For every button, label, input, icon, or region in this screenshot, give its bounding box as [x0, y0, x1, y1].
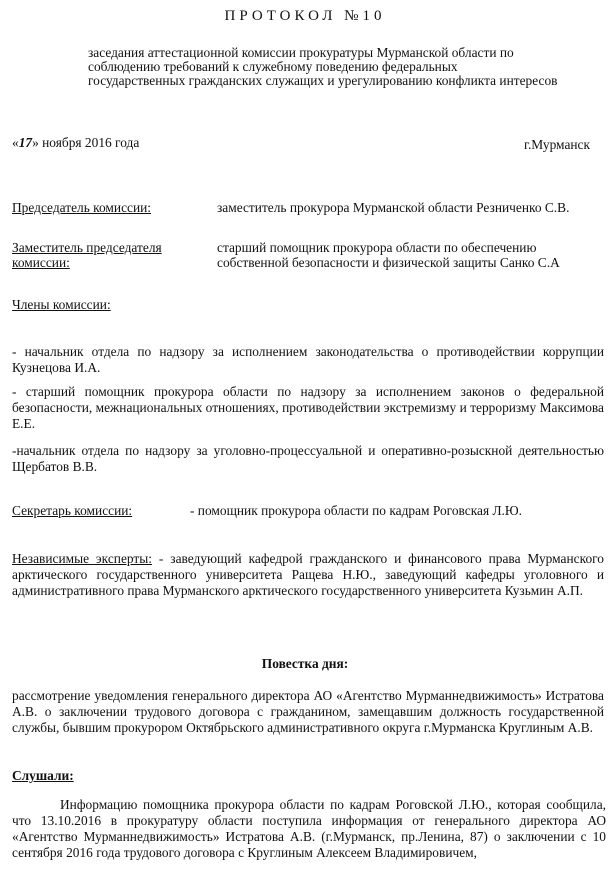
- members-label: Члены комиссии:: [12, 297, 111, 312]
- member-item: - старший помощник прокурора области по надзору за исполнением законов о федеральной безопасности, межнациональных отношениях, противодействии экстремизму и терроризму Максимова Е.Е.: [12, 384, 604, 431]
- agenda-text: рассмотрение уведомления генерального директора АО «Агентство Мурманнедвижимость» Истратова А.В. о заключении трудового договора с гражданином, замещавшим должность государственной службы, бывшим прокурором Октябрьского административного округа г.Мурманска Круглиным А.В.: [12, 688, 604, 735]
- document-subtitle: заседания аттестационной комиссии прокуратуры Мурманской области по соблюдению требований к служебному поведению федеральных государственных гражданских служащих и урегулированию конфликта интересов: [88, 45, 558, 88]
- secretary-label: Секретарь комиссии:: [12, 503, 133, 518]
- date-month-year: ноября 2016 года: [38, 135, 140, 150]
- deputy-chair-value: старший помощник прокурора области по обеспечению собственной безопасности и физической защиты Санко С.А: [217, 240, 560, 270]
- chair-label: Председатель комиссии:: [12, 200, 152, 215]
- secretary-value: - помощник прокурора области по кадрам Роговская Л.Ю.: [190, 503, 523, 518]
- independent-experts: [12, 551, 604, 599]
- member-item: - начальник отдела по надзору за исполнением законодательства о противодействии коррупции Кузнецова И.А.: [12, 344, 604, 375]
- date-day: 17: [18, 135, 33, 150]
- heard-text: Информацию помощника прокурора области по кадрам Роговской Л.Ю., которая сообщила, что 13.10.2016 в прокуратуру области поступила информация от генерального директора АО «Агентство Мурманнедвижимость» Истратова А.В. (г.Мурманск, пр.Ленина, 87) о заключении с 10 сентября 2016 года трудового договора с Круглиным Алексеем Владимировичем,: [12, 797, 606, 860]
- deputy-chair-label: Заместитель председателя комиссии:: [12, 240, 162, 270]
- heard-label: Слушали:: [12, 768, 74, 783]
- member-item: -начальник отдела по надзору за уголовно-процессуальной и оперативно-розыскной деятельностью Щербатов В.В.: [12, 443, 604, 474]
- agenda-title: Повестка дня:: [261, 656, 349, 671]
- experts-label: Независимые эксперты:: [12, 551, 152, 566]
- chair-value: заместитель прокурора Мурманской области Резниченко С.В.: [217, 200, 570, 215]
- document-title: ПРОТОКОЛ №10: [224, 8, 386, 24]
- date-open-quote: «: [12, 135, 19, 150]
- meeting-city: г.Мурманск: [523, 137, 590, 152]
- meeting-date: [12, 135, 139, 151]
- date-close-quote: »: [32, 135, 39, 150]
- experts-value: - заведующий кафедрой гражданского и финансового права Мурманского арктического государственного университета Ращева Н.Ю., заведующий кафедры уголовного и административного права Мурманского арктического государственного университета Кузьмин А.П.: [12, 551, 604, 598]
